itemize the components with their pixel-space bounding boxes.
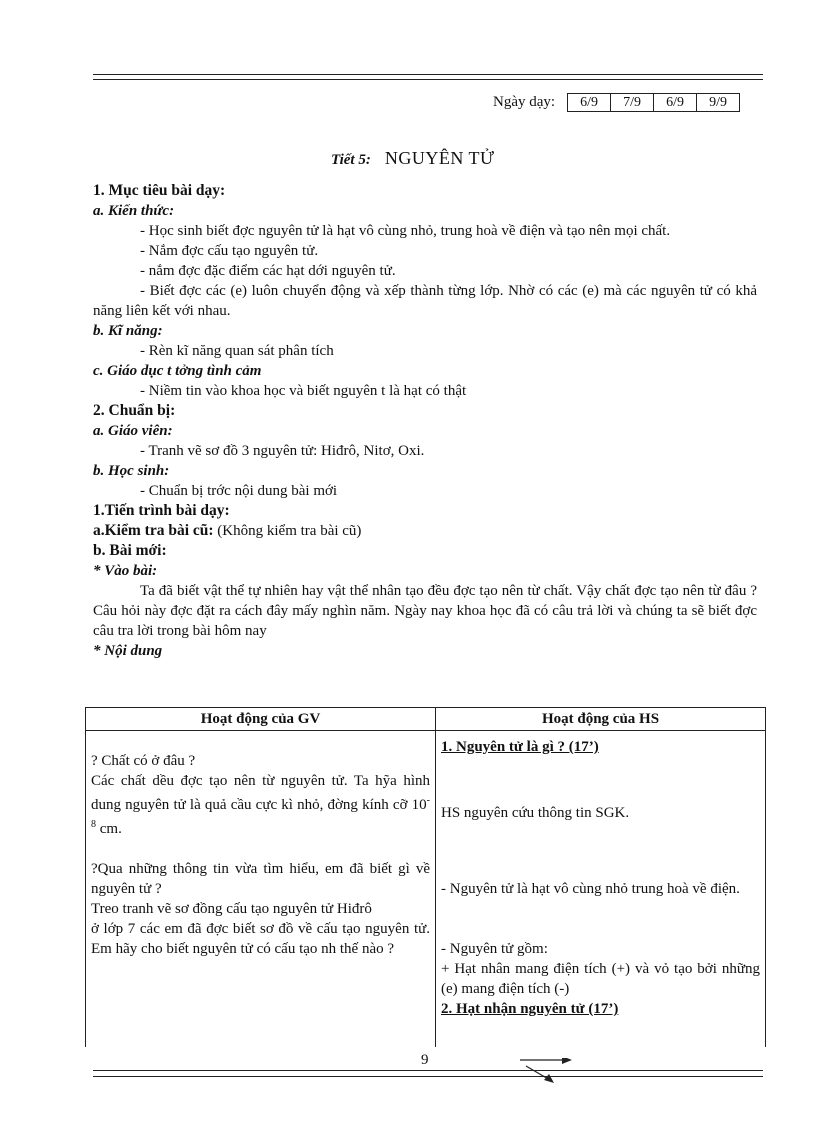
student-activity-cell	[436, 731, 766, 1048]
gv-explain-text: Các chất dều đợc tạo nên từ nguyên tử. Ta hỹa hình dung nguyên tử là quả cầu cực kì nhỏ, đờng kính cỡ 10	[91, 773, 430, 813]
subsection-knowledge: a. Kiến thức:	[93, 203, 175, 219]
gv-explain-atom	[91, 771, 430, 839]
hs-answer-1: - Nguyên tử là hạt vô cùng nhỏ trung hoà về điện.	[441, 881, 740, 897]
lesson-name: NGUYÊN TỬ	[384, 148, 495, 168]
intro-paragraph: Ta đã biết vật thể tự nhiên hay vật thể nhân tạo đều đợc tạo nên từ chất. Vậy chất đợc tạo nên từ đâu ? Câu hỏi này đợc đặt ra cách đây mấy nghìn năm. Ngày nay khoa học đã có câu trả lời và chúng ta sẽ biết đợc câu tra lời trong bài hôm nay	[93, 583, 757, 639]
skills-item-1: - Rèn kĩ năng quan sát phân tích	[140, 343, 334, 359]
bottom-rule-thick	[93, 1070, 763, 1071]
content-heading: * Nội dung	[93, 643, 163, 659]
date-2: 7/9	[611, 94, 654, 111]
hs-heading-2: 2. Hạt nhận nguyên tử (17’)	[441, 1001, 619, 1017]
date-boxes	[567, 93, 740, 112]
gv-hang-chart: Treo tranh vẽ sơ đồng cấu tạo nguyên tử Hiđrô	[91, 901, 372, 917]
subsection-attitude: c. Giáo dục t tởng tình cảm	[93, 363, 262, 379]
lesson-number: Tiết 5:	[331, 152, 371, 168]
section-preparation: 2. Chuẩn bị:	[93, 402, 176, 419]
attitude-item-1: - Niềm tin vào khoa học và biết nguyên t là hạt có thật	[140, 383, 467, 399]
knowledge-item-3: - nắm đợc đặc điểm các hạt dới nguyên tử.	[140, 263, 396, 279]
knowledge-item-2: - Nắm đợc cấu tạo nguyên tử.	[140, 243, 319, 259]
new-lesson-heading: b. Bài mới:	[93, 542, 167, 559]
gv-question-1: ? Chất có ở đâu ?	[91, 753, 196, 769]
top-rule-thick	[93, 74, 763, 75]
subsection-teacher: a. Giáo viên:	[93, 423, 173, 439]
lesson-body	[93, 181, 757, 661]
hs-research: HS nguyên cứu thông tin SGK.	[441, 805, 630, 821]
arrow-icon	[520, 1058, 580, 1088]
table-header-row	[86, 708, 766, 731]
activities-table	[85, 707, 766, 1047]
gv-question-2: ?Qua những thông tin vừa tìm hiểu, em đã biết gì về nguyên tử ?	[91, 861, 430, 897]
hs-answer-2: - Nguyên tử gồm:	[441, 941, 548, 957]
gv-unit: cm.	[96, 821, 122, 837]
hs-answer-3: + Hạt nhân mang điện tích (+) và vỏ tạo bởi những (e) mang điện tích (-)	[441, 961, 760, 997]
bottom-rule-thin	[93, 1076, 763, 1077]
page-number: 9	[421, 1052, 429, 1068]
date-1: 6/9	[568, 94, 611, 111]
date-3: 6/9	[654, 94, 697, 111]
teacher-activity-cell	[86, 731, 436, 1048]
review-label: a.Kiểm tra bài cũ:	[93, 522, 214, 539]
top-rule-thin	[93, 79, 763, 80]
hs-heading-1: 1. Nguyên tử là gì ? (17’)	[441, 739, 599, 755]
date-label: Ngày dạy:	[493, 94, 556, 110]
knowledge-item-4: - Biết đợc các (e) luôn chuyển động và xếp thành từng lớp. Nhờ có các (e) mà các nguyên tử có khả năng liên kết với nhau.	[93, 283, 757, 319]
gv-exponent: -8	[91, 795, 430, 830]
subsection-student: b. Học sinh:	[93, 463, 170, 479]
review-line	[93, 521, 757, 541]
teacher-item-1: - Tranh vẽ sơ đồ 3 nguyên tử: Hiđrô, Nitơ, Oxi.	[140, 443, 425, 459]
header-teacher-activity: Hoạt động của GV	[86, 708, 436, 731]
section-objectives: 1. Mục tiêu bài dạy:	[93, 182, 226, 199]
intro-heading: * Vào bài:	[93, 563, 158, 579]
section-procedure: 1.Tiến trình bài dạy:	[93, 502, 230, 519]
lesson-title	[331, 148, 494, 169]
student-item-1: - Chuẩn bị trớc nội dung bài mới	[140, 483, 338, 499]
date-4: 9/9	[709, 95, 728, 110]
review-text: (Không kiểm tra bài cũ)	[217, 523, 362, 539]
gv-question-3: ở lớp 7 các em đã đợc biết sơ đồ về cấu tạo nguyên tử. Em hãy cho biết nguyên tử có cấu tạo nh thế nào ?	[91, 921, 430, 957]
knowledge-item-1: - Học sinh biết đợc nguyên tử là hạt vô cùng nhỏ, trung hoà về điện và tạo nên mọi chất.	[140, 223, 671, 239]
table-row	[86, 731, 766, 1048]
teaching-dates	[493, 93, 740, 112]
header-student-activity: Hoạt động của HS	[436, 708, 766, 731]
subsection-skills: b. Kĩ năng:	[93, 323, 163, 339]
